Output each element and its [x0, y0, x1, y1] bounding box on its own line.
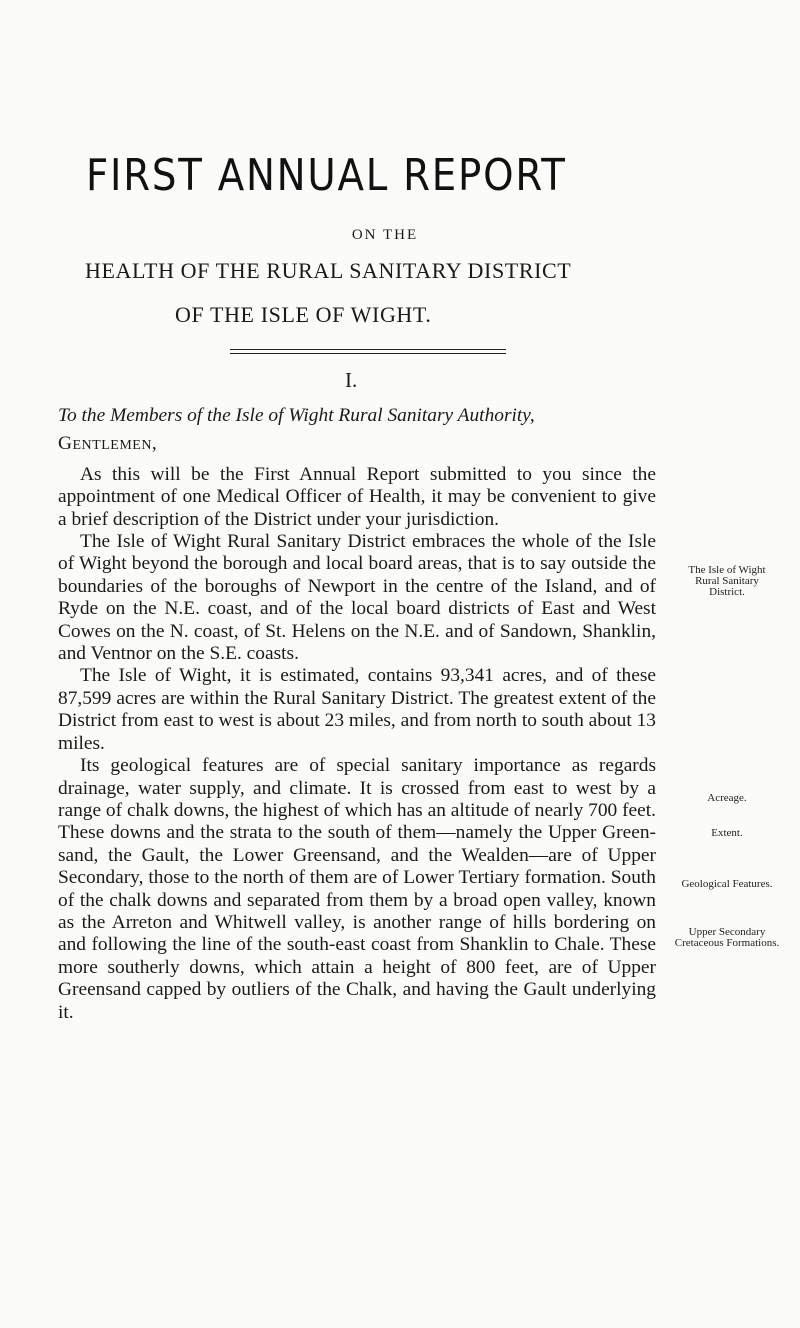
title-rule-upper [230, 349, 506, 350]
margin-note-district-line-3: District. [709, 586, 745, 598]
margin-note-district [666, 565, 788, 598]
margin-note-secondary-line-2: Cretaceous Formations. [674, 937, 780, 949]
title-rule-lower [230, 353, 506, 354]
paragraph-acreage: The Isle of Wight, it is estimated, contains 93,341 acres, and of these 87,599 acres are within the Rural Sanitary District. The greatest extent of the District from east to west is about 23 miles, and from north to south about 13 miles. [58, 665, 656, 754]
margin-note-geological-features: Geological Features. [681, 878, 773, 890]
margin-note-district-line-2: Rural Sanitary [695, 575, 759, 587]
paragraph-district: The Isle of Wight Rural Sanitary District embraces the whole of the Isle of Wight beyond the borough and local board areas, that is to say outside the boundaries of the boroughs of Newport in the centre of the Island, and of Ryde on the N.E. coast, and of the local board districts of East and West Cowes on the N. coast, of St. Helens on the N.E. and of Sandown, Shanklin, and Ventnor on the S.E. coasts. [58, 531, 656, 665]
margin-note-district-line-1: The Isle of Wight [688, 564, 766, 576]
margin-note-secondary [656, 927, 798, 949]
report-title: FIRST ANNUAL REPORT [86, 150, 567, 201]
salutation: Gentlemen, [58, 433, 158, 455]
report-subtitle-line-2: OF THE ISLE OF WIGHT. [175, 302, 432, 327]
report-subtitle-line-1: HEALTH OF THE RURAL SANITARY DISTRICT [85, 258, 572, 283]
margin-note-secondary-line-1: Upper Secondary [688, 926, 766, 938]
paragraph-geology: Its geological features are of special sanitary importance as regards drainage, water supply, and climate. It is crossed from east to west by a range of chalk downs, the highest of which has an altitude of nearly 700 feet. These downs and the strata to the south of them—namely the Upper Green-sand, the Gault, the Lower Greensand, and the Wealden—are of Upper Secondary, those to the north of them are of Lower Tertiary formation. South of the chalk downs and separated from them by a broad open valley, known as the Arreton and Whitwell valley, is another range of hills bordering on and following the line of the south-east coast from Shanklin to Chale. These more southerly downs, which attain a height of 800 feet, are of Upper Greensand capped by outliers of the Chalk, and having the Gault underlying it. [58, 755, 656, 1023]
report-body [58, 405, 656, 1024]
margin-note-acreage: Acreage. [707, 792, 747, 804]
on-the-caption: ON THE [351, 227, 419, 243]
address-line: To the Members of the Isle of Wight Rural Sanitary Authority, [58, 405, 535, 426]
section-number: I. [345, 368, 358, 392]
paragraph-introduction: As this will be the First Annual Report submitted to you since the appointment of one Medical Officer of Health, it may be convenient to give a brief description of the District under your jurisdiction. [58, 463, 656, 530]
margin-note-extent: Extent. [711, 827, 743, 839]
